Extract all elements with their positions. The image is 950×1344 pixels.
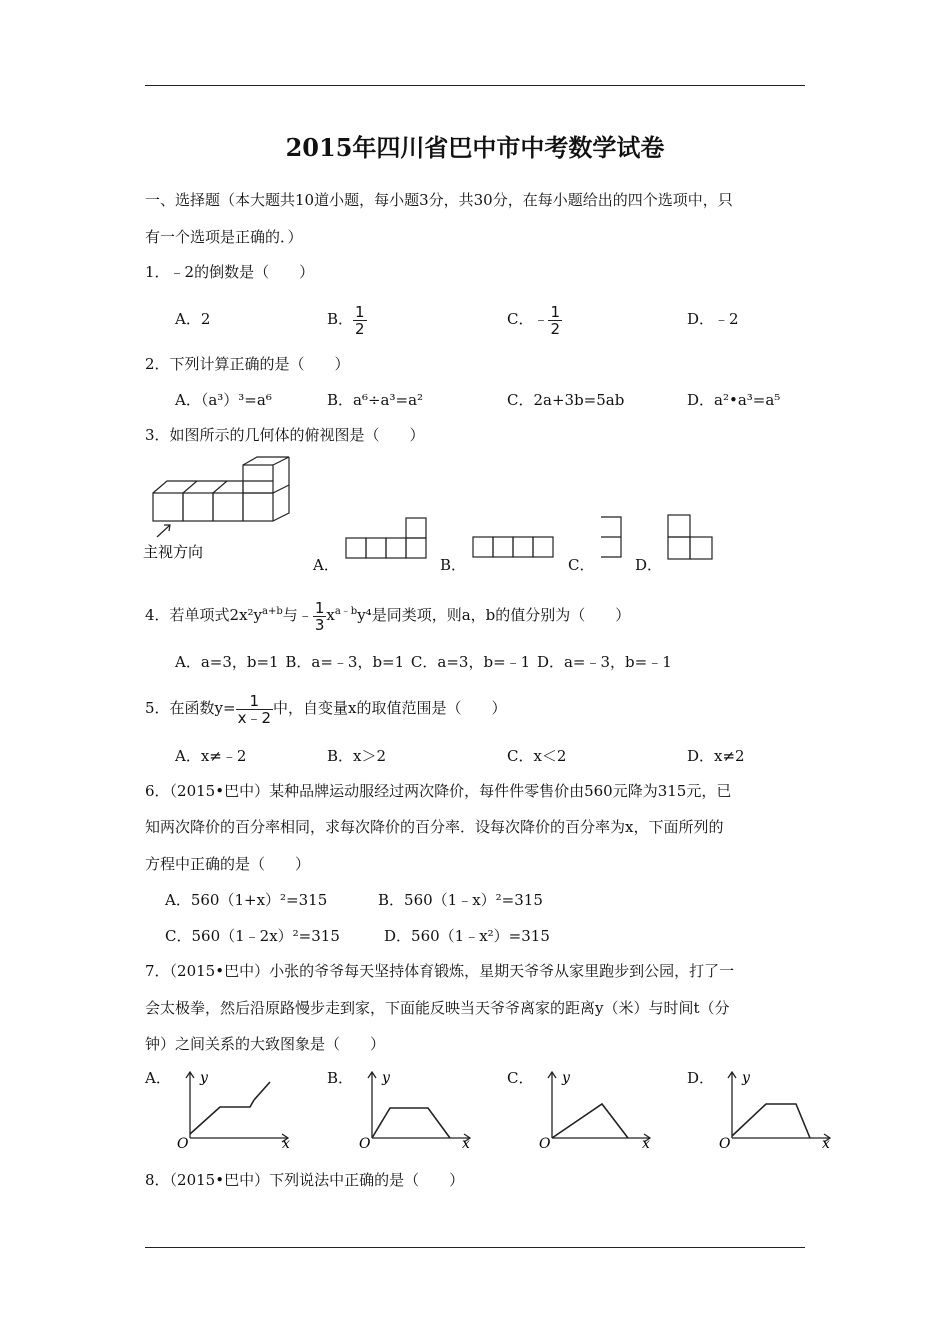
q6-line2: 知两次降价的百分率相同，求每次降价的百分率．设每次降价的百分率为x，下面所列的 — [145, 818, 724, 836]
q7-graph-b-origin: O — [359, 1136, 371, 1152]
q4-options: A．a=3，b=1 B．a=﹣3，b=1 C．a=3，b=﹣1 D．a=﹣3，b=﹣1 — [175, 653, 672, 671]
q7-graph-a — [170, 1066, 295, 1152]
section-intro-line2: 有一个选项是正确的．） — [145, 228, 303, 246]
q7-line3: 钟）之间关系的大致图象是（ ） — [145, 1035, 386, 1053]
q1-option-a: A．2 — [175, 310, 211, 328]
q3-option-b-figure — [472, 536, 556, 560]
q6-option-b: B．560（1﹣x）²=315 — [378, 891, 543, 909]
q7-graph-d-x-label: x — [822, 1136, 830, 1152]
q5-option-a: A．x≠﹣2 — [175, 747, 247, 765]
q5-option-c: C．x＜2 — [507, 747, 567, 765]
q7-graph-c-x-label: x — [642, 1136, 650, 1152]
q5-option-d: D．x≠2 — [687, 747, 745, 765]
q7-graph-a-y-label: y — [200, 1070, 208, 1086]
q2-option-b: B．a⁶÷a³=a² — [327, 391, 424, 409]
q7-line1: 7．（2015•巴中）小张的爷爷每天坚持体育锻炼，星期天爷爷从家里跑步到公园，打了一 — [145, 962, 735, 980]
q7-graph-b-y-label: y — [382, 1070, 390, 1086]
q6-option-a: A．560（1+x）²=315 — [165, 891, 328, 909]
section-intro-line1: 一、选择题（本大题共10道小题，每小题3分，共30分，在每小题给出的四个选项中，只 — [145, 191, 733, 209]
q1-option-c-fraction: $\frac{1}{2}$ — [550, 302, 561, 338]
q3-option-c-figure — [600, 516, 624, 560]
q6-line3: 方程中正确的是（ ） — [145, 855, 311, 873]
q2-option-a: A．（a³）³=a⁶ — [175, 391, 272, 409]
q7-graph-c-origin: O — [539, 1136, 551, 1152]
q7-graph-b-x-label: x — [462, 1136, 470, 1152]
q1-option-b — [327, 300, 367, 338]
q4-stem: 4．若单项式$2x^2y^{a+b}$与﹣ $\frac{1}{3}$ $x^{a﹣b}y^4$是同类项，则a，b的值分别为（ ） — [145, 598, 631, 634]
q3-option-a-figure — [345, 517, 429, 561]
page-title: 2015年四川省巴中市中考数学试卷 — [285, 133, 665, 162]
q7-graph-a-origin: O — [177, 1136, 189, 1152]
q1-option-b-fraction: $\frac{1}{2}$ — [355, 302, 365, 338]
q8-stem: 8．（2015•巴中）下列说法中正确的是（ ） — [145, 1171, 465, 1189]
q4-fraction: $\frac{1}{3}$ — [314, 598, 325, 634]
q7-option-d-label: D． — [687, 1069, 715, 1087]
q3-stem: 3．如图所示的几何体的俯视图是（ ） — [145, 426, 425, 444]
q3-option-c-label: C． — [568, 556, 595, 574]
q7-graph-d-origin: O — [719, 1136, 731, 1152]
q7-graph-c — [532, 1066, 657, 1152]
q7-line2: 会太极拳，然后沿原路慢步走到家，下面能反映当天爷爷离家的距离y（米）与时间t（分 — [145, 999, 730, 1017]
q1-option-b-label: B． — [327, 310, 354, 328]
q1-stem: 1．﹣2的倒数是（ ） — [145, 263, 315, 281]
q2-stem: 2．下列计算正确的是（ ） — [145, 355, 350, 373]
q2-option-d: D．a²•a³=a⁵ — [687, 391, 781, 409]
q3-figure-caption: 主视方向 — [143, 543, 204, 561]
q3-option-d-label: D． — [635, 556, 663, 574]
q2-option-c: C．2a+3b=5ab — [507, 391, 625, 409]
q7-option-c-label: C． — [507, 1069, 534, 1087]
q1-option-d: D．﹣2 — [687, 310, 739, 328]
q1-option-c — [507, 300, 562, 338]
q7-graph-b — [352, 1066, 477, 1152]
q6-line1: 6．（2015•巴中）某种品牌运动服经过两次降价，每件件零售价由560元降为315元，已 — [145, 782, 732, 800]
bottom-rule — [145, 1247, 805, 1248]
top-rule — [145, 85, 805, 86]
q6-option-d: D．560（1﹣x²）=315 — [384, 927, 550, 945]
q5-stem: 5．在函数y= $\frac{1}{x﹣2}$ 中，自变量x的取值范围是（ ） — [145, 691, 507, 727]
q7-graph-c-y-label: y — [562, 1070, 570, 1086]
q7-graph-d — [712, 1066, 837, 1152]
q7-option-b-label: B． — [327, 1069, 354, 1087]
q3-option-d-figure — [667, 514, 715, 560]
q3-option-b-label: B． — [440, 556, 467, 574]
q3-option-a-label: A． — [313, 556, 339, 574]
q6-option-c: C．560（1﹣2x）²=315 — [165, 927, 340, 945]
q7-graph-d-y-label: y — [742, 1070, 750, 1086]
q3-solid-figure — [140, 455, 310, 565]
q5-option-b: B．x＞2 — [327, 747, 387, 765]
q1-option-c-label: C．﹣ — [507, 310, 549, 328]
q5-fraction: $\frac{1}{x﹣2}$ — [237, 691, 272, 727]
q7-option-a-label: A． — [145, 1069, 171, 1087]
q7-graph-a-x-label: x — [282, 1136, 290, 1152]
